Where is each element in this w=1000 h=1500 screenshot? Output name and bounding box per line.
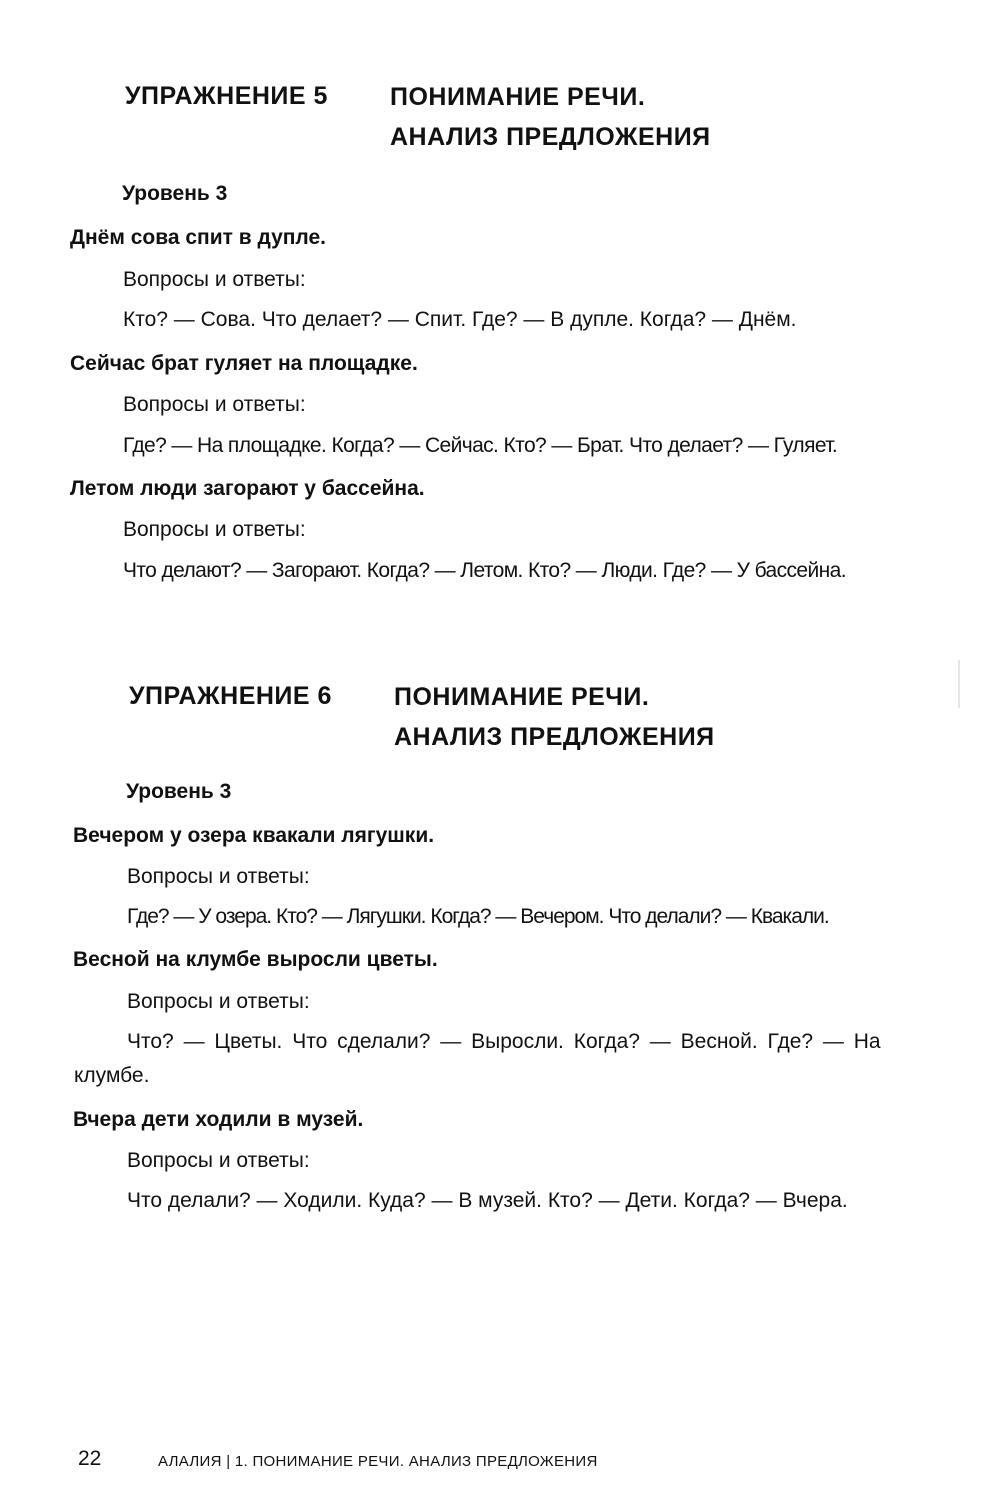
exercise-number: УПРАЖНЕНИЕ 6	[129, 682, 332, 710]
exercise-level: Уровень 3	[122, 182, 228, 205]
exercise-title-line2: АНАЛИЗ ПРЕДЛОЖЕНИЯ	[394, 723, 715, 751]
qa-label: Вопросы и ответы:	[127, 1149, 310, 1172]
sentence: Днём сова спит в дупле.	[70, 226, 327, 249]
exercise-title-line2: АНАЛИЗ ПРЕДЛОЖЕНИЯ	[390, 123, 711, 151]
sentence: Летом люди загорают у бассейна.	[70, 477, 425, 500]
sentence: Вечером у озера квакали лягушки.	[73, 824, 435, 847]
page-number: 22	[78, 1447, 102, 1470]
qa-answer: Где? — На площадке. Когда? — Сейчас. Кто? — Брат. Что делает? — Гуляет.	[123, 434, 838, 457]
running-title: АЛАЛИЯ | 1. ПОНИМАНИЕ РЕЧИ. АНАЛИЗ ПРЕДЛОЖЕНИЯ	[158, 1453, 598, 1470]
qa-label: Вопросы и ответы:	[123, 393, 306, 416]
qa-label: Вопросы и ответы:	[123, 268, 306, 291]
qa-label: Вопросы и ответы:	[127, 990, 310, 1013]
qa-label: Вопросы и ответы:	[127, 865, 310, 888]
exercise-title-line1: ПОНИМАНИЕ РЕЧИ.	[394, 683, 650, 711]
qa-label: Вопросы и ответы:	[123, 518, 306, 541]
sentence: Сейчас брат гуляет на площадке.	[70, 352, 418, 375]
sentence: Весной на клумбе выросли цветы.	[73, 948, 438, 971]
exercise-level: Уровень 3	[126, 780, 232, 803]
scan-artifact	[958, 660, 960, 708]
qa-answer: Что делали? — Ходили. Куда? — В музей. Кто? — Дети. Когда? — Вчера.	[127, 1189, 848, 1212]
qa-answer: Где? — У озера. Кто? — Лягушки. Когда? — Вечером. Что делали? — Квакали.	[127, 905, 829, 928]
qa-answer: Что делают? — Загорают. Когда? — Летом. Кто? — Люди. Где? — У бассейна.	[123, 559, 846, 582]
sentence: Вчера дети ходили в музей.	[73, 1108, 364, 1131]
exercise-title-line1: ПОНИМАНИЕ РЕЧИ.	[390, 83, 646, 111]
qa-answer: Кто? — Сова. Что делает? — Спит. Где? — В дупле. Когда? — Днём.	[123, 308, 797, 331]
exercise-number: УПРАЖНЕНИЕ 5	[125, 82, 328, 110]
qa-answer: Что? — Цветы. Что сделали? — Выросли. Когда? — Весной. Где? — На клумбе.	[74, 1030, 881, 1087]
